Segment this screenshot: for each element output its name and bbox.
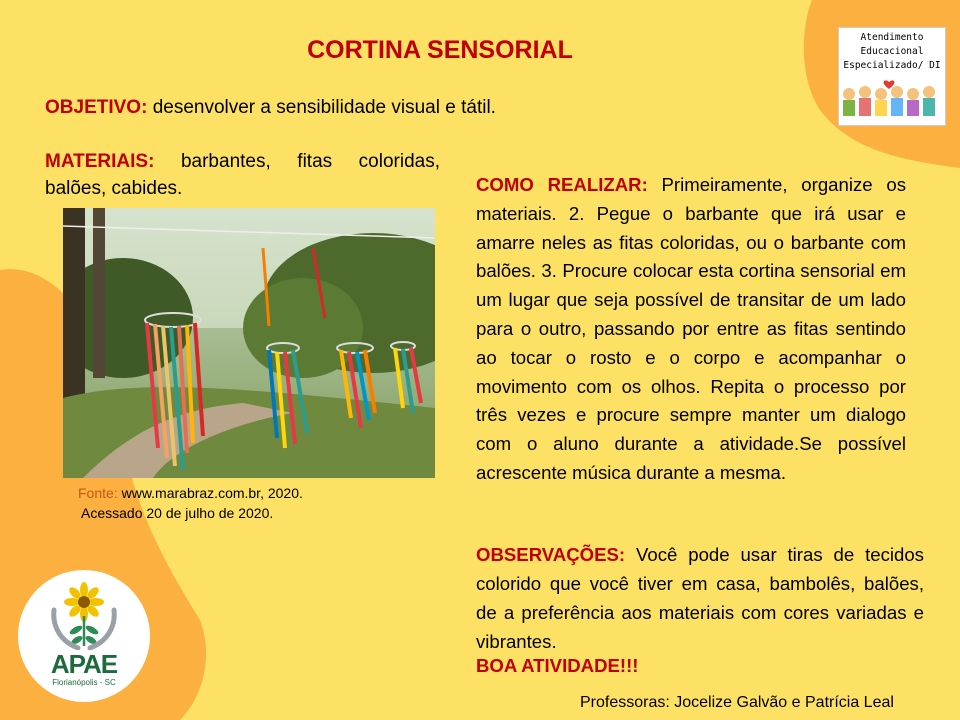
como-realizar-text: Primeiramente, organize os materiais. 2. Pegue o barbante que irá usar e amarre neles as fitas coloridas, ou o barbante com balões. 3. Procure colocar esta cortina sensorial em um lugar que seja possível de transitar de um lado para o outro, passando por entre as fitas sentindo ao tocar o rosto e o corpo e acompanhar o movimento com os olhos. Repita o processo por três vezes e procure sempre manter um dialogo com o aluno durante a atividade.Se possível acrescente música durante a mesma. xyxy=(476,174,906,483)
aee-line1: Atendimento xyxy=(860,32,924,43)
como-realizar-paragraph xyxy=(476,171,906,488)
sensory-curtain-photo xyxy=(63,208,435,478)
fonte-label: Fonte: xyxy=(78,485,118,501)
aee-line3: Especializado/ DI xyxy=(843,60,941,71)
observacoes-label: OBSERVAÇÕES: xyxy=(476,544,626,565)
objetivo-label: OBJETIVO: xyxy=(45,97,148,118)
page-title: CORTINA SENSORIAL xyxy=(307,36,573,64)
boa-atividade: BOA ATIVIDADE!!! xyxy=(476,655,639,676)
materiais-text: barbantes, fitas coloridas, balões, cabides. xyxy=(45,151,440,199)
photo-source xyxy=(78,483,303,523)
observacoes-text: Você pode usar tiras de tecidos colorido que você tiver em casa, bambolês, balões, de a preferência aos materiais com cores variadas e vibrantes. xyxy=(476,544,924,652)
apae-name: APAE xyxy=(50,649,118,679)
como-realizar-label: COMO REALIZAR: xyxy=(476,174,648,195)
objetivo-text: desenvolver a sensibilidade visual e tátil. xyxy=(152,97,496,118)
materiais-label: MATERIAIS: xyxy=(45,151,155,172)
fonte-acesso: Acessado 20 de julho de 2020. xyxy=(81,505,274,521)
children-drawing-icon xyxy=(839,80,946,126)
objetivo-line xyxy=(45,97,496,119)
fonte-url: www.marabraz.com.br, 2020. xyxy=(121,485,303,501)
aee-line2: Educacional xyxy=(860,46,924,57)
observacoes-paragraph xyxy=(476,540,924,656)
apae-logo xyxy=(18,570,150,702)
professoras-credit: Professoras: Jocelize Galvão e Patrícia Leal xyxy=(580,694,894,711)
aee-logo xyxy=(838,27,946,126)
materiais-paragraph xyxy=(45,148,440,202)
sunflower-hands-icon xyxy=(48,580,120,650)
apae-city: Florianópolis - SC xyxy=(52,678,116,687)
